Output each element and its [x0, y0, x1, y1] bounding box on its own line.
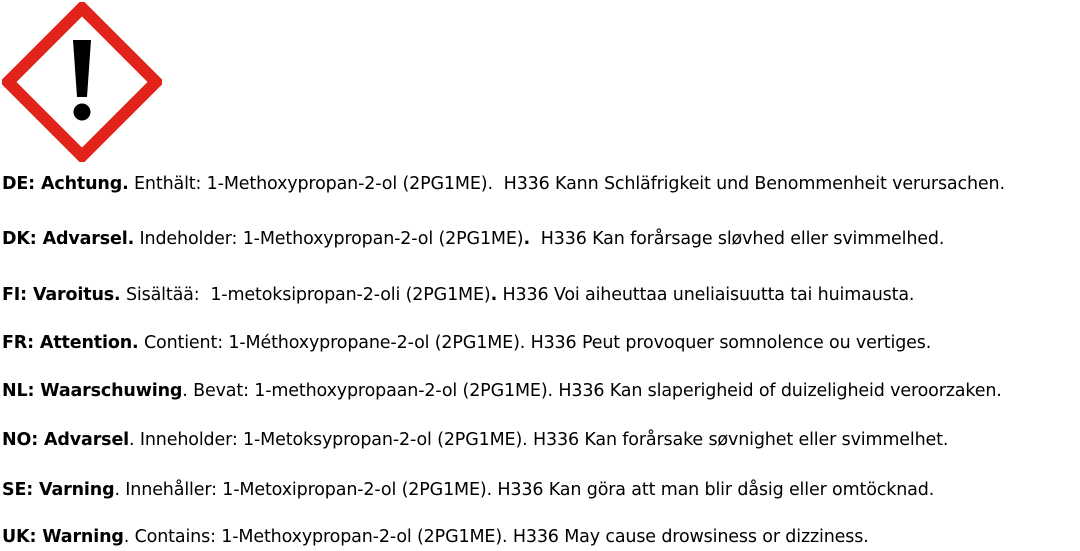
- statement-text: . Bevat: 1-methoxypropaan-2-ol (2PG1ME).: [182, 381, 553, 401]
- signal-word: NL: Waarschuwing: [2, 381, 183, 401]
- signal-word: FI: Varoitus.: [2, 285, 121, 305]
- statement-se: [2, 479, 934, 501]
- statement-de: [2, 173, 1005, 195]
- hazard-text: H336 Kan forårsake søvnighet eller svimmelhet.: [527, 430, 949, 450]
- statement-separator: .: [490, 285, 498, 305]
- exclamation-dot: [74, 104, 91, 121]
- hazard-text: H336 Kan forårsage sløvhed eller svimmelhed.: [529, 229, 945, 249]
- signal-word: SE: Varning: [2, 480, 115, 500]
- statement-text: Contient: 1-Méthoxypropane-2-ol (2PG1ME).: [138, 333, 526, 353]
- hazard-text: H336 May cause drowsiness or dizziness.: [507, 527, 869, 547]
- signal-word: DK: Advarsel.: [2, 229, 135, 249]
- statement-dk: [2, 228, 944, 250]
- hazard-text: H336 Kan göra att man blir dåsig eller omtöcknad.: [492, 480, 935, 500]
- signal-word: UK: Warning: [2, 527, 124, 547]
- statement-text: Enthält: 1-Methoxypropan-2-ol (2PG1ME).: [128, 174, 493, 194]
- signal-word: NO: Advarsel: [2, 430, 130, 450]
- statement-text: Indeholder: 1-Methoxypropan-2-ol (2PG1ME): [134, 229, 524, 249]
- statement-text: Sisältää: 1-metoksipropan-2-oli (2PG1ME): [120, 285, 491, 305]
- hazard-text: H336 Kann Schläfrigkeit und Benommenheit verursachen.: [492, 174, 1005, 194]
- statement-fi: [2, 284, 914, 306]
- statement-separator: .: [523, 229, 530, 249]
- statement-text: . Contains: 1-Methoxypropan-2-ol (2PG1ME).: [123, 527, 508, 547]
- statement-no: [2, 429, 948, 451]
- hazard-text: H336 Kan slaperigheid of duizeligheid veroorzaken.: [552, 381, 1002, 401]
- statement-fr: [2, 332, 931, 354]
- signal-word: DE: Achtung.: [2, 174, 129, 194]
- statement-text: . Innehåller: 1-Metoxipropan-2-ol (2PG1ME).: [114, 480, 492, 500]
- statement-uk: [2, 526, 869, 548]
- exclamation-mark-icon: [2, 2, 162, 162]
- hazard-text: H336 Voi aiheuttaa uneliaisuutta tai huimausta.: [497, 285, 915, 305]
- signal-word: FR: Attention.: [2, 333, 139, 353]
- statement-text: . Inneholder: 1-Metoksypropan-2-ol (2PG1ME).: [129, 430, 528, 450]
- hazard-text: H336 Peut provoquer somnolence ou vertiges.: [525, 333, 932, 353]
- statement-nl: [2, 380, 1002, 402]
